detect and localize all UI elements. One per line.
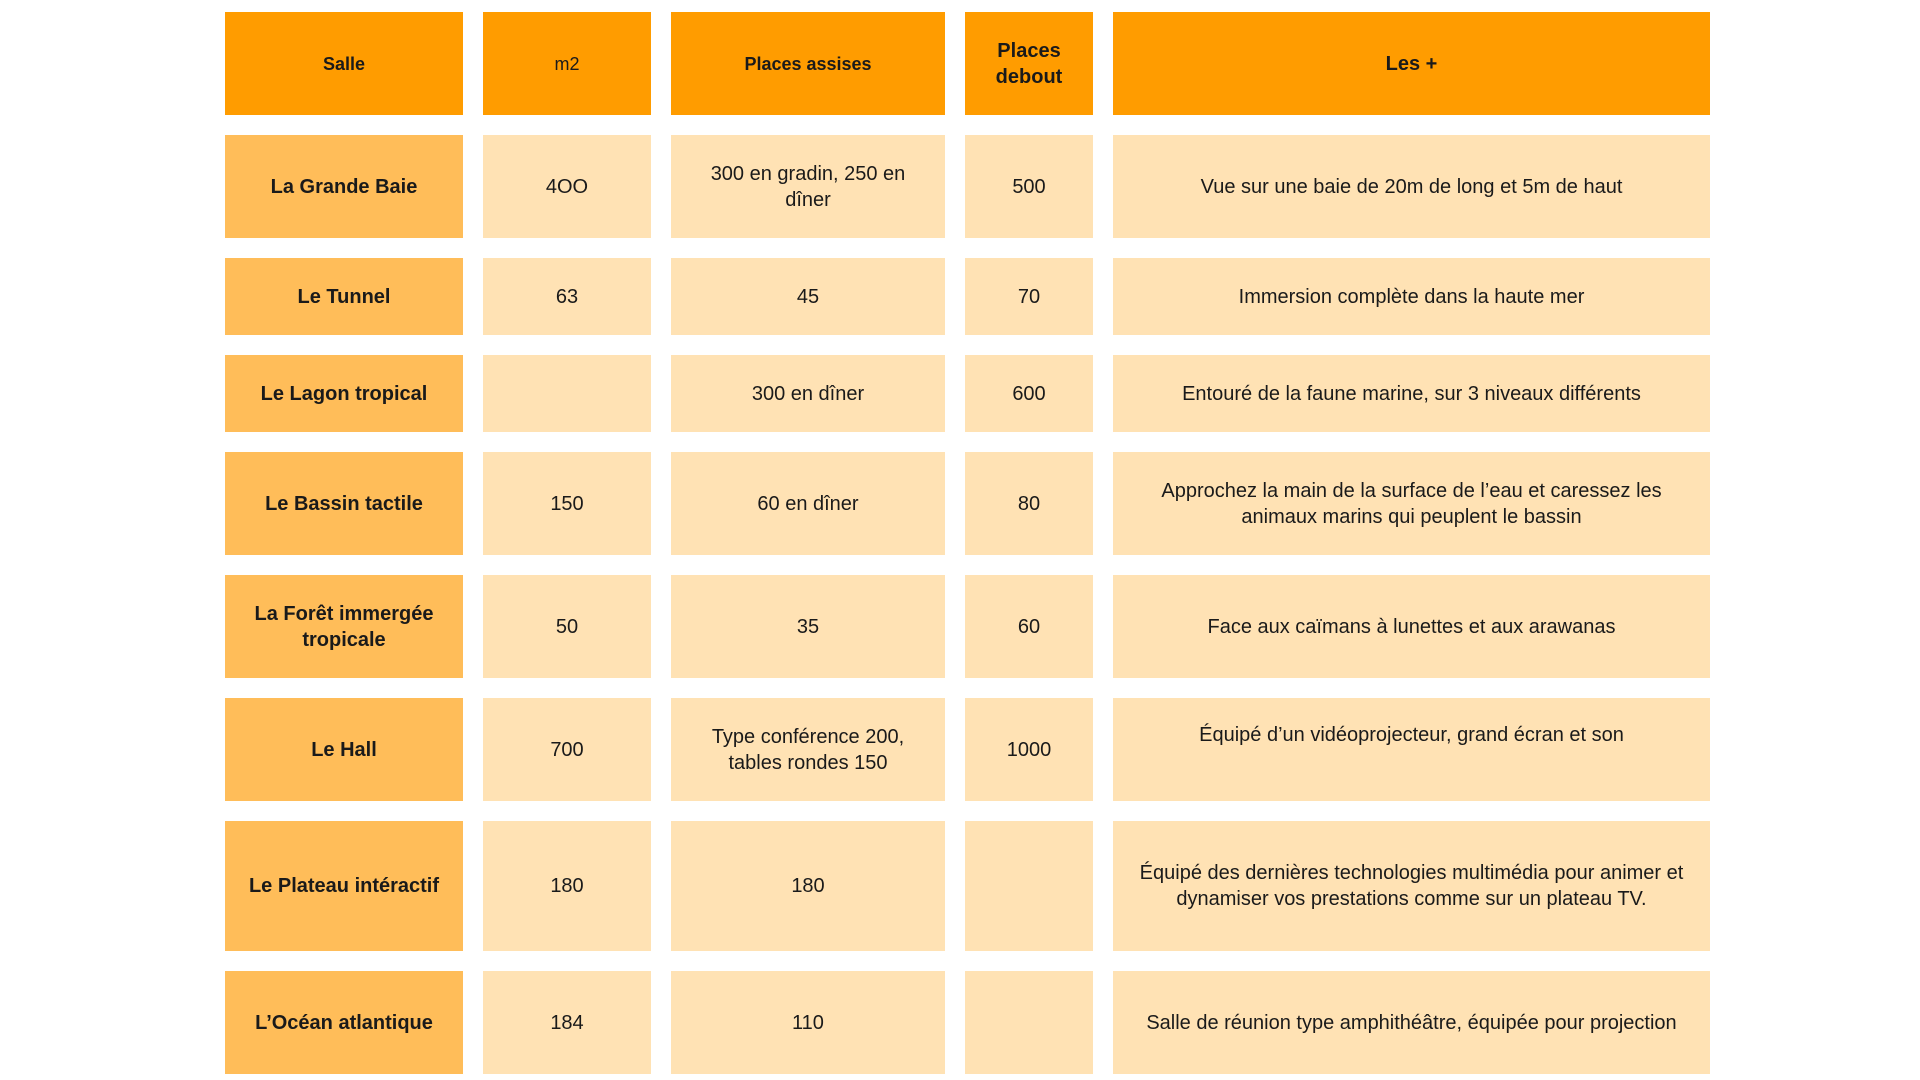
room-highlights: Approchez la main de la surface de l’eau et caressez les animaux marins qui peuplent le bassin: [1113, 452, 1710, 555]
room-highlights: Face aux caïmans à lunettes et aux arawanas: [1113, 575, 1710, 678]
room-seated: Type conférence 200, tables rondes 150: [671, 698, 945, 801]
room-seated: 300 en gradin, 250 en dîner: [671, 135, 945, 238]
room-name: La Grande Baie: [225, 135, 463, 238]
room-highlights: Vue sur une baie de 20m de long et 5m de haut: [1113, 135, 1710, 238]
room-highlights: Équipé des dernières technologies multimédia pour animer et dynamiser vos prestations comme sur un plateau TV.: [1113, 821, 1710, 951]
room-seated: 110: [671, 971, 945, 1074]
room-seated: 35: [671, 575, 945, 678]
room-m2: 180: [483, 821, 651, 951]
room-name: La Forêt immergée tropicale: [225, 575, 463, 678]
room-highlights: Équipé d’un vidéoprojecteur, grand écran et son: [1113, 698, 1710, 801]
table-row: [225, 821, 1710, 951]
room-m2: 63: [483, 258, 651, 335]
table-header-row: [225, 12, 1710, 115]
room-m2: 184: [483, 971, 651, 1074]
room-standing: 600: [965, 355, 1093, 432]
room-seated: 45: [671, 258, 945, 335]
room-m2: 150: [483, 452, 651, 555]
room-standing: 60: [965, 575, 1093, 678]
room-seated: 300 en dîner: [671, 355, 945, 432]
room-name: Le Lagon tropical: [225, 355, 463, 432]
room-m2: 50: [483, 575, 651, 678]
header-places-debout: Places debout: [965, 12, 1093, 115]
room-highlights: Entouré de la faune marine, sur 3 niveaux différents: [1113, 355, 1710, 432]
room-name: Le Plateau intéractif: [225, 821, 463, 951]
room-standing: 500: [965, 135, 1093, 238]
room-seated: 180: [671, 821, 945, 951]
room-seated: 60 en dîner: [671, 452, 945, 555]
table-row: [225, 698, 1710, 801]
room-standing: 70: [965, 258, 1093, 335]
table-row: [225, 258, 1710, 335]
room-name: Le Tunnel: [225, 258, 463, 335]
table-row: [225, 355, 1710, 432]
room-highlights: Salle de réunion type amphithéâtre, équipée pour projection: [1113, 971, 1710, 1074]
room-standing: [965, 821, 1093, 951]
header-les-plus: Les +: [1113, 12, 1710, 115]
room-standing: 1000: [965, 698, 1093, 801]
header-places-assises: Places assises: [671, 12, 945, 115]
room-name: Le Bassin tactile: [225, 452, 463, 555]
table-row: [225, 452, 1710, 555]
room-m2: 700: [483, 698, 651, 801]
header-salle: Salle: [225, 12, 463, 115]
rooms-table: [225, 12, 1710, 1074]
room-highlights: Immersion complète dans la haute mer: [1113, 258, 1710, 335]
header-m2: m2: [483, 12, 651, 115]
room-m2: 4OO: [483, 135, 651, 238]
room-name: Le Hall: [225, 698, 463, 801]
room-standing: 80: [965, 452, 1093, 555]
room-m2: [483, 355, 651, 432]
room-name: L’Océan atlantique: [225, 971, 463, 1074]
table-row: [225, 971, 1710, 1074]
room-standing: [965, 971, 1093, 1074]
table-row: [225, 135, 1710, 238]
table-row: [225, 575, 1710, 678]
